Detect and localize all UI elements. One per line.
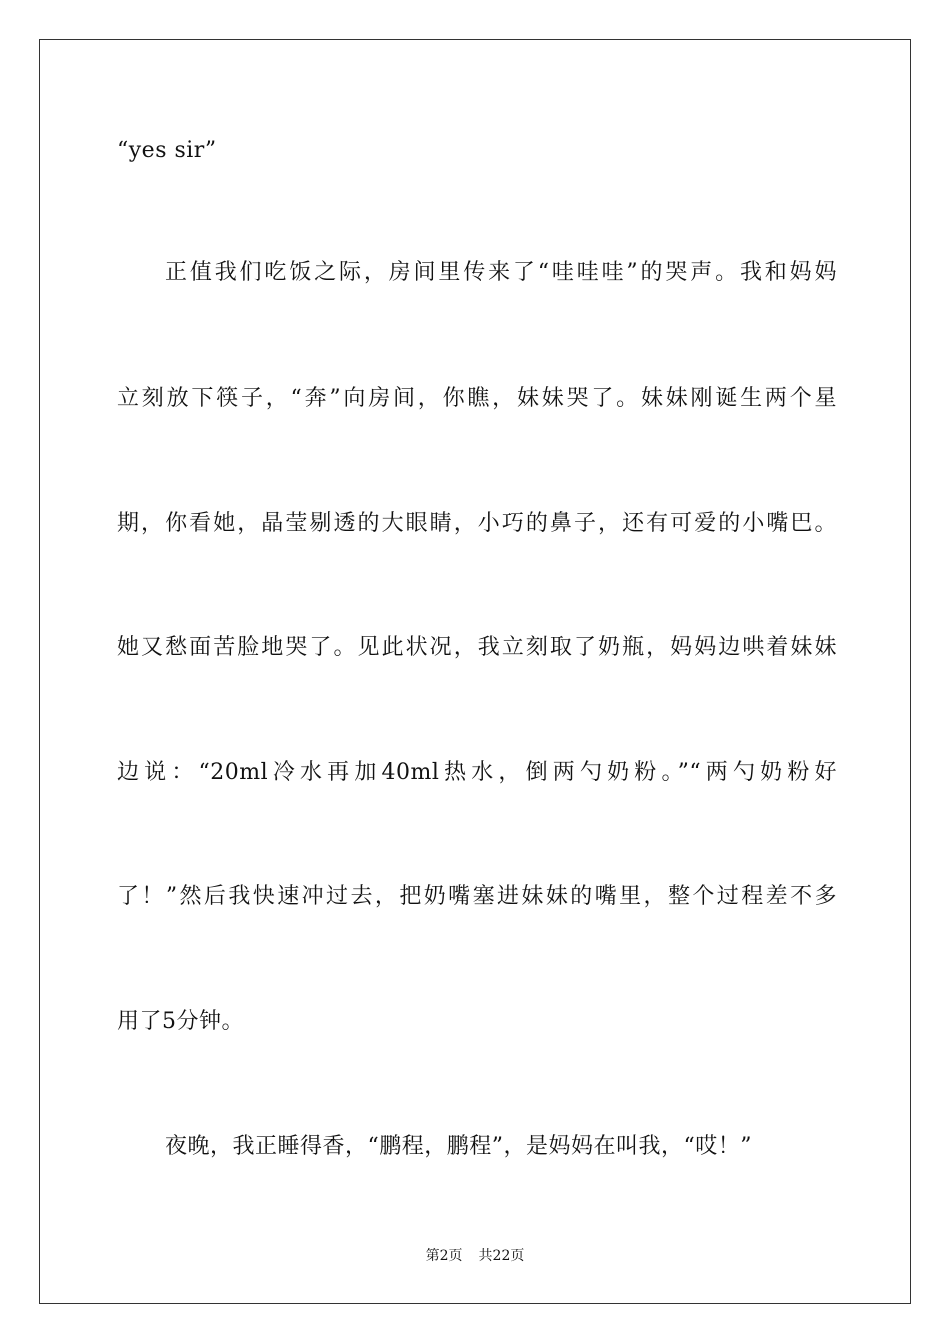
text-line-8: 用了5分钟。 [117, 1009, 244, 1034]
page-total: 共22页 [478, 1248, 525, 1264]
page-number: 第2页 [425, 1248, 463, 1264]
text-line-9: 夜晚，我正睡得香，“鹏程，鹏程”，是妈妈在叫我，“哎！” [165, 1134, 752, 1159]
page-footer [0, 1247, 950, 1265]
text-line-4: 期，你看她，晶莹剔透的大眼睛，小巧的鼻子，还有可爱的小嘴巴。 [117, 511, 837, 536]
text-line-2: 正值我们吃饭之际，房间里传来了“哇哇哇”的哭声。我和妈妈 [165, 260, 837, 285]
text-line-1: “yes sir” [117, 138, 217, 163]
text-line-7: 了！”然后我快速冲过去，把奶嘴塞进妹妹的嘴里，整个过程差不多 [117, 884, 837, 909]
page-border [39, 39, 911, 1304]
text-line-3: 立刻放下筷子，“奔”向房间，你瞧，妹妹哭了。妹妹刚诞生两个星 [117, 386, 837, 411]
text-line-6: 边说：“20ml冷水再加40ml热水，倒两勺奶粉。”“两勺奶粉好 [117, 760, 837, 785]
text-line-5: 她又愁面苦脸地哭了。见此状况，我立刻取了奶瓶，妈妈边哄着妹妹 [117, 635, 837, 660]
